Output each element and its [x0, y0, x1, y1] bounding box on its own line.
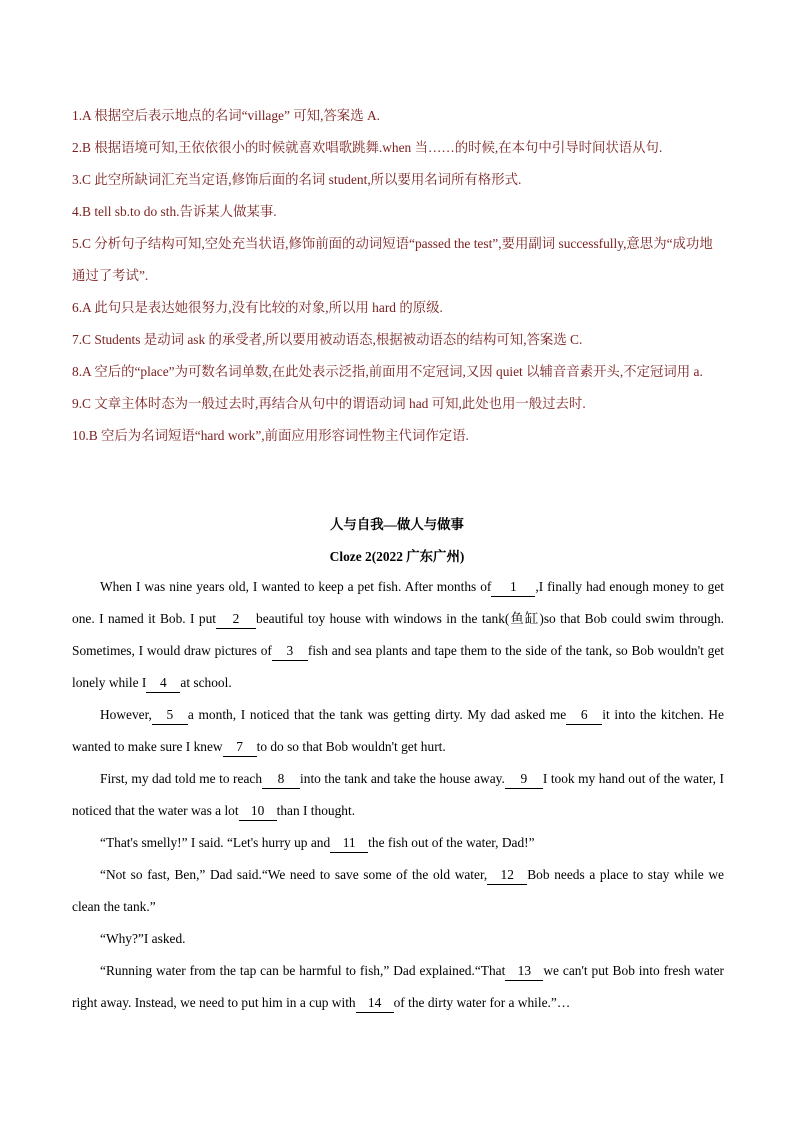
blank-3: 3: [272, 642, 308, 661]
paragraph: [72, 699, 724, 763]
passage-text: Bob needs a place to stay while we clean the tank.”: [72, 867, 724, 914]
passage-text: the fish out of the water, Dad!”: [368, 835, 535, 850]
section-title: 人与自我—做人与做事: [330, 517, 464, 532]
section-subtitle: Cloze 2(2022 广东广州): [329, 549, 465, 564]
passage-text: it into the kitchen. He wanted to make sure I knew: [72, 707, 724, 754]
paragraph: [72, 763, 724, 827]
passage-text: a month, I noticed that the tank was getting dirty. My dad asked me: [187, 707, 567, 722]
passage-text: ,I finally had enough money to get one. I named it Bob. I put: [72, 579, 724, 626]
passage-text: However,: [100, 707, 152, 722]
paragraph: [72, 859, 724, 923]
passage-text: at school.: [180, 675, 232, 690]
passage-text: When I was nine years old, I wanted to keep a pet fish. After months of: [100, 579, 492, 594]
paragraph: [72, 571, 724, 699]
blank-5: 5: [152, 706, 188, 725]
answer-item: 7.C Students 是动词 ask 的承受者,所以要用被动语态,根据被动语态的结构可知,答案选 C.: [72, 332, 583, 347]
blank-8: 8: [262, 770, 300, 789]
answer-item: 1.A 根据空后表示地点的名词“village” 可知,答案选 A.: [72, 108, 380, 123]
answer-item: 10.B 空后为名词短语“hard work”,前面应用形容词性物主代词作定语.: [72, 428, 469, 443]
blank-9: 9: [505, 770, 543, 789]
passage-text: than I thought.: [276, 803, 356, 818]
passage-text: we can't put Bob into fresh water right away. Instead, we need to put him in a cup with: [72, 963, 724, 1010]
answer-item: 2.B 根据语境可知,王依依很小的时候就喜欢唱歌跳舞.when 当……的时候,在本句中引导时间状语从句.: [72, 140, 663, 155]
cloze-passage: [72, 571, 724, 1019]
blank-6: 6: [566, 706, 602, 725]
answer-item: 6.A 此句只是表达她很努力,没有比较的对象,所以用 hard 的原级.: [72, 300, 443, 315]
passage-text: “Running water from the tap can be harmful to fish,” Dad explained.“That: [100, 963, 506, 978]
answer-key: [72, 100, 724, 452]
answer-item: 8.A 空后的“place”为可数名词单数,在此处表示泛指,前面用不定冠词,又因 quiet 以辅音音素开头,不定冠词用 a.: [72, 364, 703, 379]
blank-12: 12: [487, 866, 527, 885]
passage-text: I took my hand out of the water, I noticed that the water was a lot: [72, 771, 724, 818]
blank-2: 2: [216, 610, 256, 629]
blank-14: 14: [356, 994, 394, 1013]
paragraph: [72, 827, 724, 859]
passage-text: beautiful toy house with windows in the tank(鱼缸)so that Bob could swim through. Sometimes, I would draw pictures of: [72, 611, 724, 658]
answer-item: 5.C 分析句子结构可知,空处充当状语,修饰前面的动词短语“passed the test”,要用副词 successfully,意思为“成功地通过了考试”.: [72, 236, 713, 283]
blank-13: 13: [505, 962, 543, 981]
paragraph: [72, 923, 724, 955]
passage-text: “That's smelly!” I said. “Let's hurry up and: [100, 835, 331, 850]
passage-text: “Why?”I asked.: [100, 931, 186, 946]
passage-text: into the tank and take the house away.: [300, 771, 505, 786]
answer-item: 3.C 此空所缺词汇充当定语,修饰后面的名词 student,所以要用名词所有格形式.: [72, 172, 522, 187]
answer-item: 9.C 文章主体时态为一般过去时,再结合从句中的谓语动词 had 可知,此处也用一般过去时.: [72, 396, 586, 411]
passage-text: of the dirty water for a while.”…: [393, 995, 571, 1010]
blank-7: 7: [223, 738, 257, 757]
blank-4: 4: [146, 674, 180, 693]
passage-text: “Not so fast, Ben,” Dad said.“We need to save some of the old water,: [100, 867, 488, 882]
passage-text: to do so that Bob wouldn't get hurt.: [256, 739, 446, 754]
passage-text: fish and sea plants and tape them to the side of the tank, so Bob wouldn't get lonely while I: [72, 643, 724, 690]
blank-11: 11: [330, 834, 368, 853]
blank-10: 10: [239, 802, 277, 821]
passage-text: First, my dad told me to reach: [100, 771, 263, 786]
paragraph: [72, 955, 724, 1019]
blank-1: 1: [491, 578, 535, 597]
answer-item: 4.B tell sb.to do sth.告诉某人做某事.: [72, 204, 277, 219]
